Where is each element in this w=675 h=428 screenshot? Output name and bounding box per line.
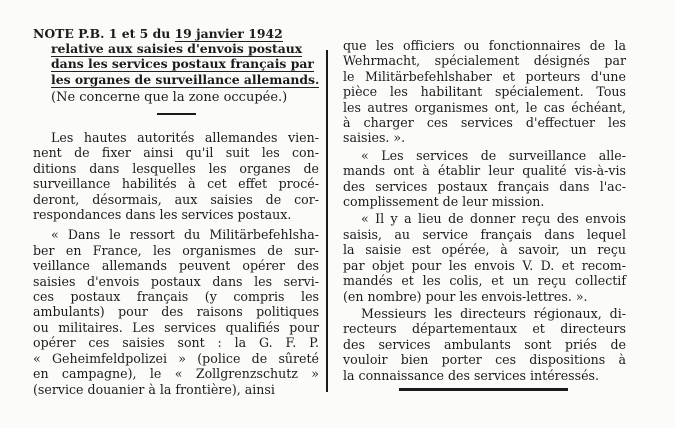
header-line-1 (33, 26, 319, 41)
header-line-4: les organes de surveillance allemands. (51, 71, 320, 87)
text-line: « Geheimfeldpolizei » (police de sûreté (33, 350, 319, 366)
text-line: la saisie est opérée, à savoir, un reçu (343, 242, 626, 258)
left-column (33, 26, 320, 397)
paragraph (343, 148, 626, 210)
text-line: (service douanier à la frontière), ainsi (33, 381, 275, 397)
text-line: ces postaux français (y compris les (33, 289, 319, 305)
text-line: veillance allemands peuvent opérer des (33, 258, 319, 274)
text-line: mands ont à établir leur qualité vis-à-vis (343, 163, 626, 179)
right-column (343, 38, 626, 385)
text-line: des services postaux français dans l'ac- (343, 178, 626, 194)
column-divider (326, 50, 328, 392)
text-line: en campagne), le « Zollgrenzschutz » (33, 366, 319, 382)
text-line: opérer ces saisies sont : la G. F. P. (33, 335, 319, 351)
text-line: saisies. ». (343, 130, 406, 146)
header-date: 19 janvier 1942 (174, 26, 283, 41)
text-line: mandés et les colis, et un reçu collectif (343, 273, 626, 289)
paragraph (343, 38, 626, 146)
text-line: saisis, au service français dans lequel (343, 226, 626, 242)
header-separator-rule (157, 113, 196, 115)
text-line: respondances dans les services postaux. (33, 207, 292, 223)
text-line: ou militaires. Les services qualifiés pour (33, 319, 319, 335)
text-line: des services ambulants sont priés de (343, 336, 626, 352)
text-line: à charger ces services d'effectuer les (343, 115, 626, 131)
text-line: nent de fixer ainsi qu'il suit les con- (33, 145, 319, 161)
text-line: les autres organismes ont, le cas échéant, (343, 99, 626, 115)
header-note-ref: NOTE P.B. 1 et 5 du (33, 26, 175, 41)
paragraph (343, 306, 626, 383)
text-line: pièce les habilitant spécialement. Tous (343, 84, 626, 100)
left-body (33, 130, 319, 399)
text-line: recteurs départementaux et directeurs (343, 321, 626, 337)
text-line: (en nombre) pour les envois-lettres. ». (343, 288, 588, 304)
text-line: complissement de leur mission. (343, 194, 545, 210)
text-line: Les hautes autorités allemandes vien- (51, 130, 319, 145)
end-rule (399, 388, 568, 391)
text-line: surveillance habilités à cet effet procé- (33, 176, 319, 192)
paragraph (343, 211, 626, 303)
text-line: Messieurs les directeurs régionaux, di- (361, 305, 626, 321)
text-line: Wehrmacht, spécialement désignés par (343, 53, 626, 69)
text-line: ber en France, les organismes de sur- (33, 242, 319, 258)
paragraph (33, 130, 319, 222)
text-line: « Dans le ressort du Militärbefehlsha- (51, 227, 319, 243)
text-line: ditions dans lesquelles les organes de (33, 160, 319, 176)
paragraph (33, 227, 319, 396)
text-line: par objet pour les envois V. D. et recom- (343, 257, 626, 273)
text-line: ambulants) pour des raisons politiques (33, 304, 319, 320)
header-line-2: relative aux saisies d'envois postaux (51, 41, 303, 57)
text-line: que les officiers ou fonctionnaires de la (343, 38, 626, 53)
header-line-3: dans les services postaux français par (51, 56, 314, 72)
text-line: « Les services de surveillance alle- (361, 147, 626, 163)
text-line: deront, désormais, aux saisies de cor- (33, 191, 319, 207)
text-line: la connaissance des services intéressés. (343, 367, 599, 383)
text-line: le Militärbefehlshaber et porteurs d'une (343, 68, 626, 84)
text-line: « Il y a lieu de donner reçu des envois (361, 211, 626, 227)
header-subtitle: (Ne concerne que la zone occupée.) (51, 89, 288, 105)
text-line: saisies d'envois postaux dans les servi- (33, 273, 319, 289)
text-line: vouloir bien porter ces dispositions à (343, 352, 626, 368)
note-header (33, 26, 319, 87)
